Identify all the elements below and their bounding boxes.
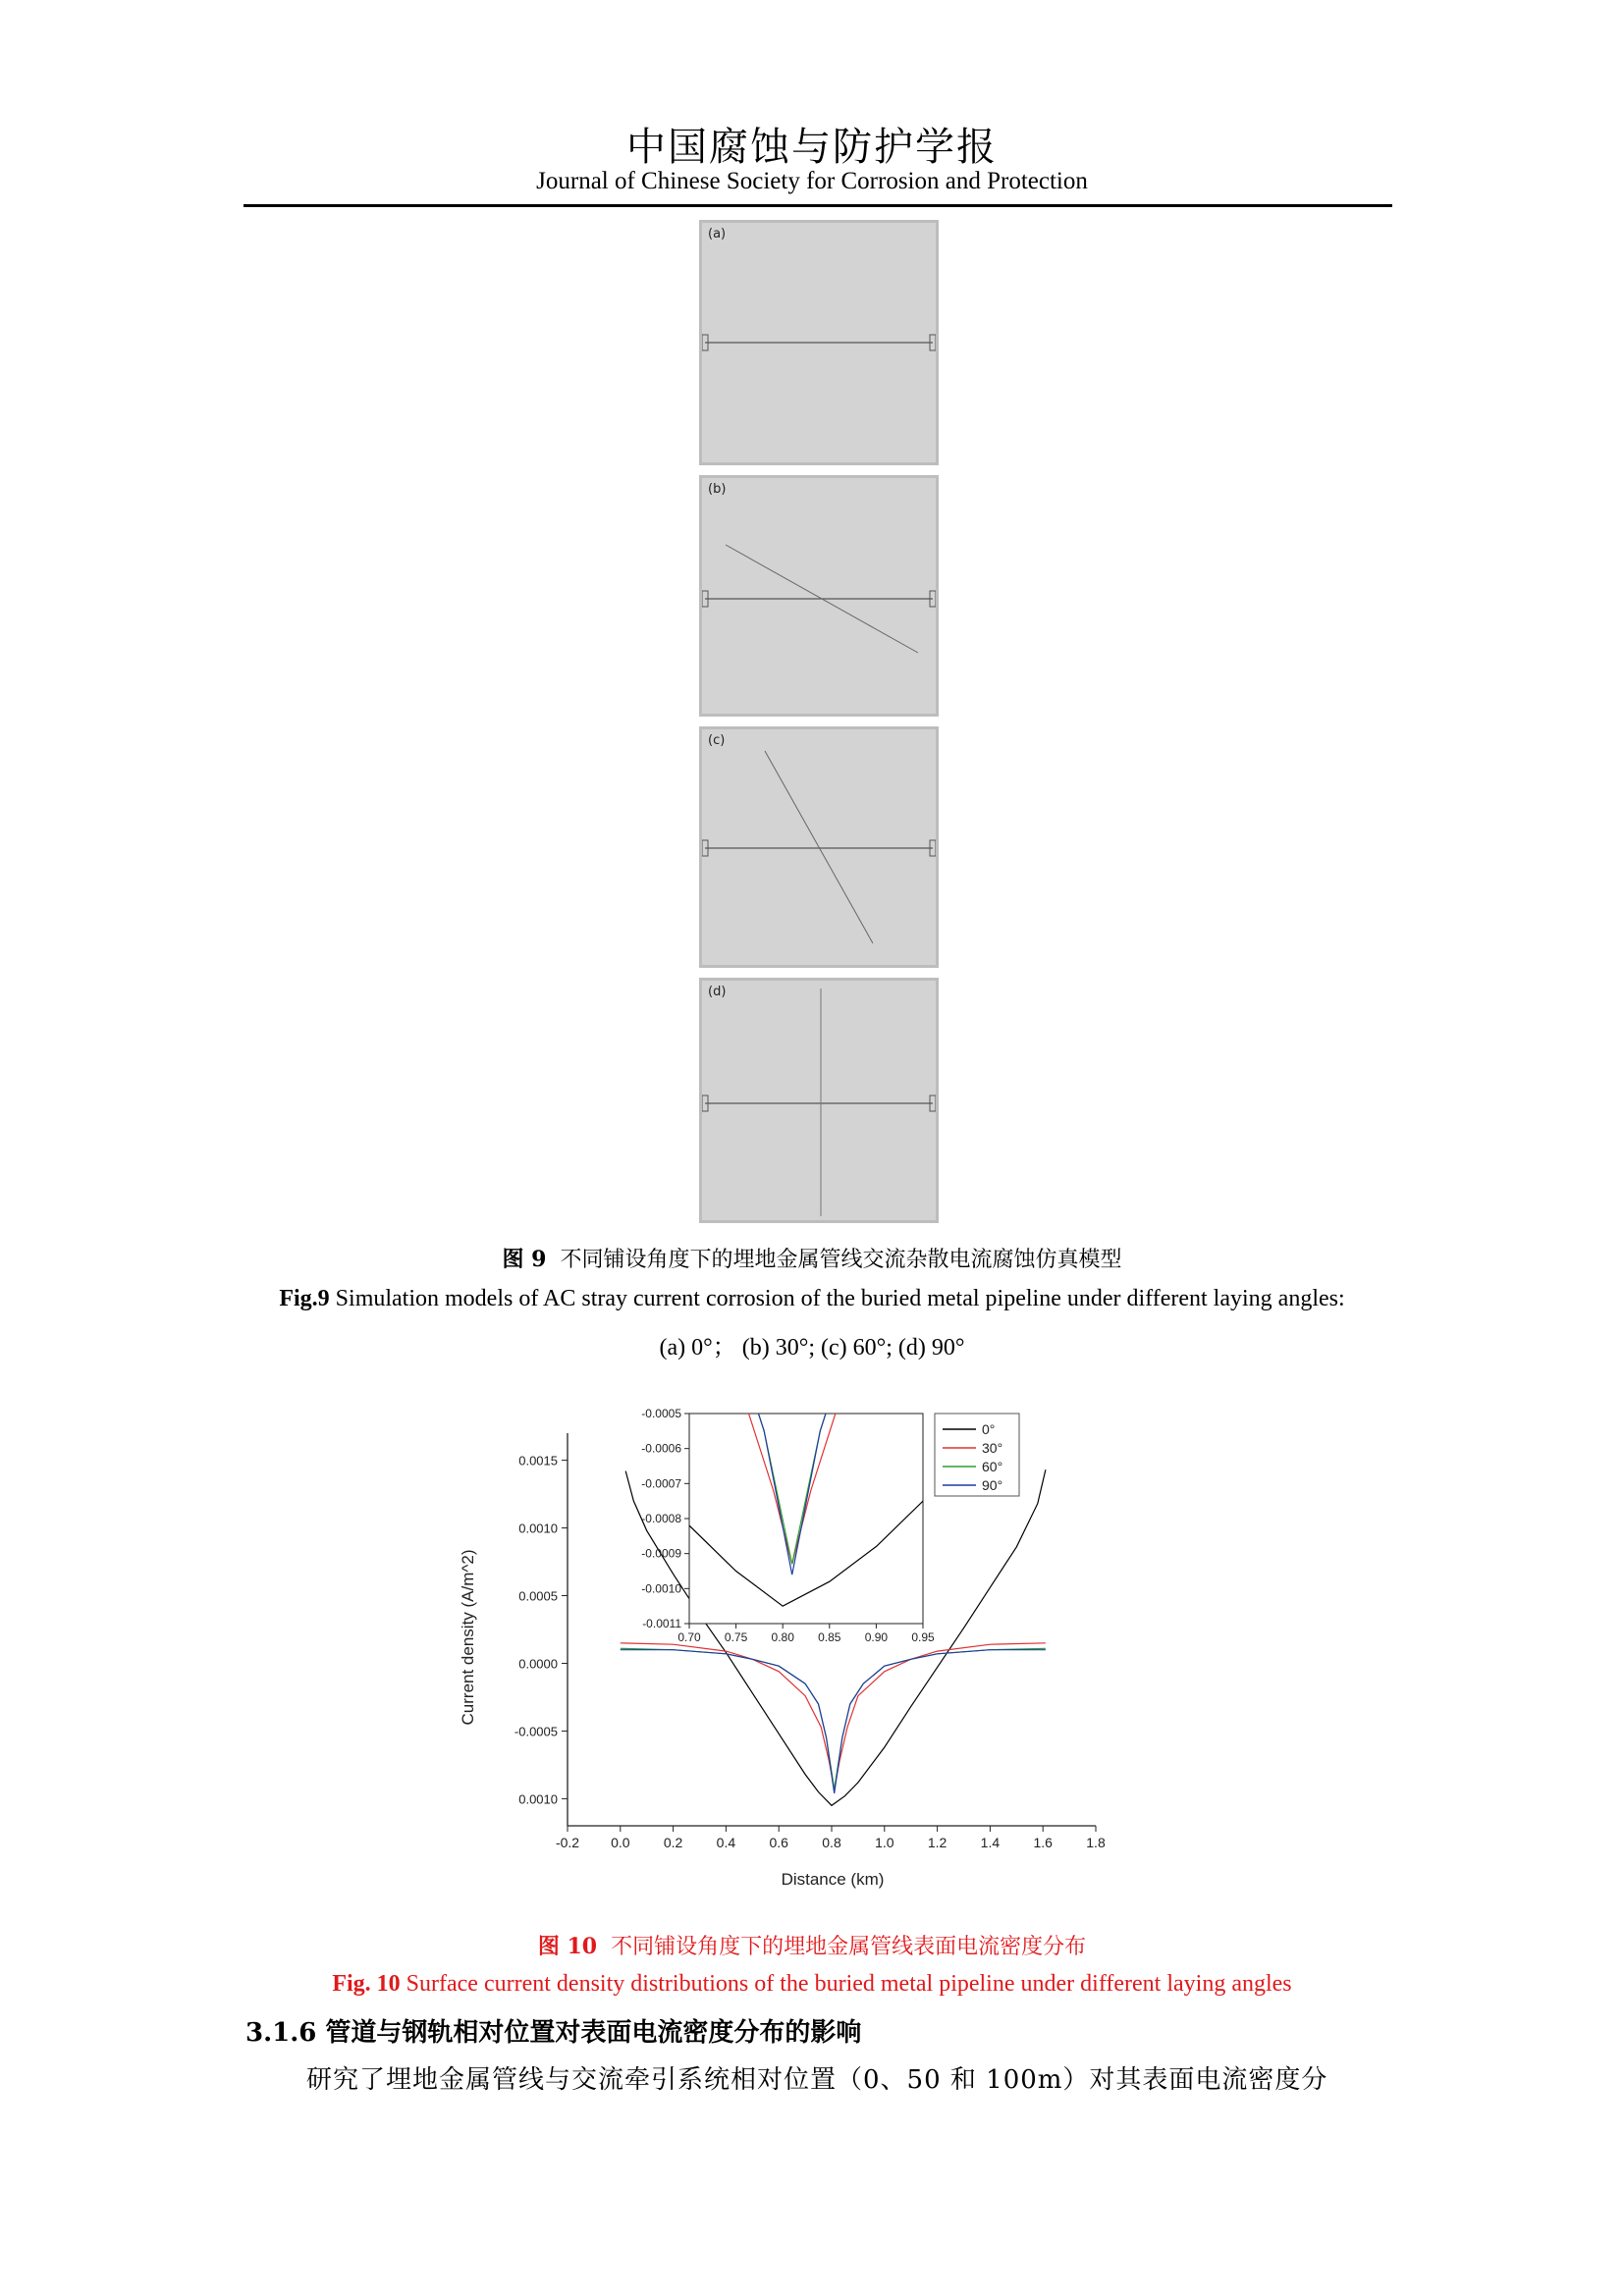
figure9-caption-zh-text: 不同铺设角度下的埋地金属管线交流杂散电流腐蚀仿真模型 (560, 1248, 1122, 1272)
legend-entry: 30° (982, 1440, 1003, 1456)
figure10-caption-zh (0, 1930, 1624, 1960)
figure9-caption-en-text: Simulation models of AC stray current corrosion of the buried metal pipeline under different laying angles: (335, 1286, 1345, 1311)
legend-entry: 0° (982, 1421, 996, 1437)
inset-x-tick-label: 0.70 (677, 1630, 701, 1644)
inset-y-tick-label: -0.0008 (641, 1512, 681, 1525)
body-paragraph: 研究了埋地金属管线与交流牵引系统相对位置（0、50 和 100m）对其表面电流密度分 (306, 2065, 1328, 2095)
x-tick-label: 0.8 (822, 1835, 841, 1850)
panel-label-c: (c) (708, 733, 726, 748)
figure10-caption-en-text: Surface current density distributions of the buried metal pipeline under different laying angles (406, 1971, 1292, 1997)
panel-label-b: (b) (708, 482, 727, 497)
figure9-panel-d (699, 978, 939, 1223)
figure10-caption-en-num: Fig. 10 (332, 1971, 401, 1997)
x-tick-label: 0.6 (769, 1835, 788, 1850)
inset-y-tick-label: -0.0007 (641, 1476, 681, 1491)
figure9-caption-zh (0, 1243, 1624, 1273)
y-axis-label: Current density (A/m^2) (459, 1549, 477, 1726)
header-rule (244, 204, 1392, 207)
figure9-panel-c (699, 726, 939, 968)
inset-x-tick-label: 0.90 (864, 1630, 889, 1644)
legend-entry: 60° (982, 1459, 1003, 1474)
inset-frame (689, 1414, 923, 1624)
figure9-caption-zh-num: 图 9 (502, 1247, 547, 1272)
inset-y-tick-label: -0.0010 (641, 1581, 681, 1596)
x-tick-label: 1.6 (1033, 1835, 1053, 1850)
section-heading: 3.1.6 管道与钢轨相对位置对表面电流密度分布的影响 (245, 2018, 862, 2048)
figure9-panel-b (699, 475, 939, 717)
y-tick-label: 0.0000 (518, 1656, 558, 1672)
panel-b-model (702, 478, 936, 714)
figure10-caption-zh-text: 不同铺设角度下的埋地金属管线表面电流密度分布 (611, 1935, 1087, 1959)
figure9-caption-en (0, 1286, 1624, 1312)
figure9-panel-a (699, 220, 939, 465)
x-axis-label: Distance (km) (781, 1870, 885, 1889)
journal-subtitle: Journal of Chinese Society for Corrosion and Protection (536, 168, 1088, 194)
x-tick-label: 1.8 (1086, 1835, 1106, 1850)
x-tick-label: 0.0 (611, 1835, 630, 1850)
inset-x-tick-label: 0.95 (911, 1630, 935, 1644)
panel-label-d: (d) (708, 985, 727, 999)
x-tick-label: 1.4 (980, 1835, 1001, 1850)
y-tick-label: 0.0010 (518, 1521, 558, 1536)
legend-entry: 90° (982, 1477, 1003, 1493)
figure9-caption-en-line2: (a) 0°； (b) 30°; (c) 60°; (d) 90° (659, 1335, 965, 1361)
inset-y-tick-label: -0.0005 (641, 1407, 681, 1420)
y-tick-label: 0.0010 (518, 1791, 558, 1807)
y-tick-label: 0.0015 (518, 1453, 558, 1468)
panel-c-model (702, 729, 936, 965)
journal-title: 中国腐蚀与防护学报 (626, 125, 998, 170)
x-tick-label: 1.2 (927, 1835, 947, 1850)
x-tick-label: -0.2 (555, 1835, 580, 1850)
inset-y-tick-label: -0.0011 (642, 1617, 681, 1630)
x-tick-label: 1.0 (875, 1835, 894, 1850)
inset-x-tick-label: 0.85 (818, 1630, 841, 1644)
inset-x-tick-label: 0.80 (771, 1630, 794, 1644)
legend-box (935, 1414, 1019, 1496)
x-tick-label: 0.2 (663, 1835, 683, 1850)
figure10-caption-en (0, 1971, 1624, 1998)
inset-y-tick-label: -0.0009 (641, 1546, 681, 1561)
inset-y-tick-label: -0.0006 (641, 1441, 681, 1456)
panel-label-a: (a) (708, 227, 727, 241)
y-tick-label: 0.0005 (518, 1588, 558, 1604)
figure9-caption-en-num: Fig.9 (279, 1286, 330, 1311)
legend (935, 1414, 1019, 1496)
figure10-caption-zh-num: 图 10 (537, 1934, 598, 1959)
panel-a-model (702, 223, 936, 462)
y-tick-label: -0.0005 (514, 1724, 558, 1739)
inset-x-tick-label: 0.75 (724, 1630, 748, 1644)
panel-d-model (702, 981, 936, 1220)
x-tick-label: 0.4 (716, 1835, 736, 1850)
figure10-chart (432, 1374, 1198, 1914)
